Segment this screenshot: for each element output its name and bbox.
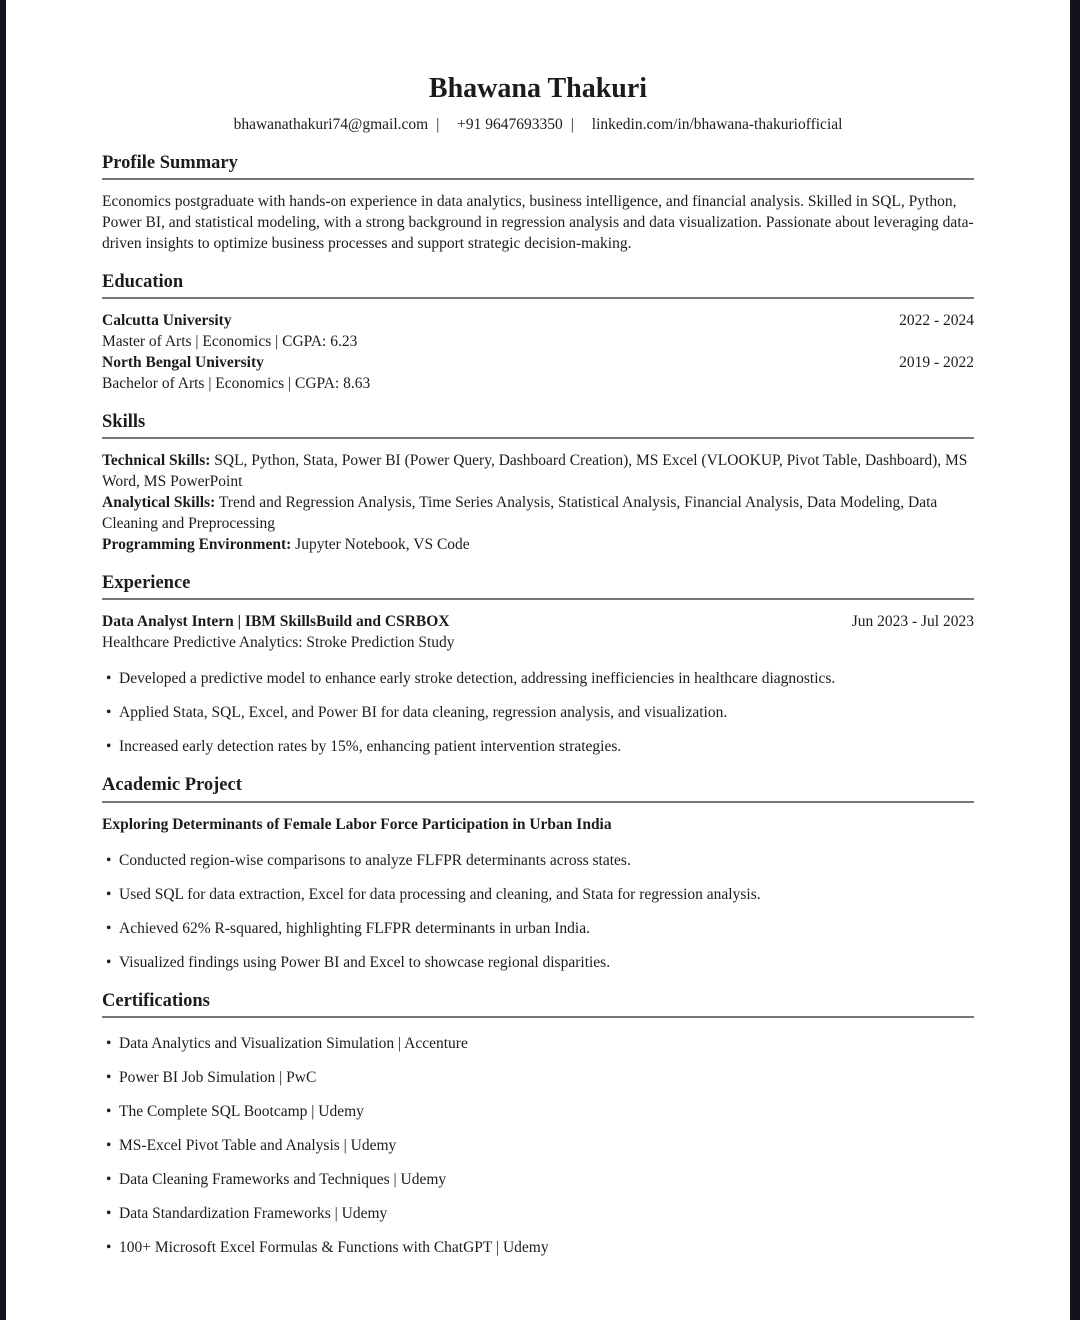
- certification-bullet: • 100+ Microsoft Excel Formulas & Functions with ChatGPT | Udemy: [119, 1237, 974, 1258]
- skill-text: Jupyter Notebook, VS Code: [295, 536, 470, 554]
- experience-subtitle: Healthcare Predictive Analytics: Stroke Prediction Study: [102, 634, 455, 652]
- section-skills: [102, 411, 974, 555]
- experience-bullet-list: [102, 668, 974, 757]
- education-details: Bachelor of Arts | Economics | CGPA: 8.63: [102, 374, 371, 392]
- experience-bullet: • Developed a predictive model to enhance early stroke detection, addressing inefficiencies in healthcare diagnostics.: [119, 668, 974, 689]
- skills-heading: Skills: [102, 411, 974, 439]
- experience-bullet: • Applied Stata, SQL, Excel, and Power BI for data cleaning, regression analysis, and visualization.: [119, 702, 974, 723]
- certification-bullet: • Power BI Job Simulation | PwC: [119, 1067, 974, 1088]
- academic-project-bullet: • Conducted region-wise comparisons to analyze FLFPR determinants across states.: [119, 850, 974, 871]
- certification-bullet: • Data Cleaning Frameworks and Techniques | Udemy: [119, 1169, 974, 1190]
- education-institution: North Bengal University: [102, 353, 264, 371]
- education-heading: Education: [102, 271, 974, 299]
- section-profile-summary: [102, 152, 974, 254]
- contact-separator: |: [436, 115, 440, 133]
- skills-list: [102, 450, 974, 555]
- contact-linkedin: linkedin.com/in/bhawana-thakuriofficial: [591, 115, 843, 133]
- section-certifications: [102, 990, 974, 1258]
- certification-bullet: • MS-Excel Pivot Table and Analysis | Udemy: [119, 1135, 974, 1156]
- education-details: Master of Arts | Economics | CGPA: 6.23: [102, 332, 358, 350]
- certification-bullet: • Data Standardization Frameworks | Udemy: [119, 1203, 974, 1224]
- education-entry: [102, 310, 974, 331]
- academic-project-bullet: • Used SQL for data extraction, Excel for data processing and cleaning, and Stata for regression analysis.: [119, 884, 974, 905]
- contact-line: [102, 114, 974, 135]
- skill-label: Programming Environment:: [102, 536, 292, 554]
- certifications-bullet-list: [102, 1033, 974, 1258]
- academic-project-bullet: • Achieved 62% R-squared, highlighting FLFPR determinants in urban India.: [119, 918, 974, 939]
- skill-label: Analytical Skills:: [102, 494, 216, 512]
- experience-title: Data Analyst Intern | IBM SkillsBuild and CSRBOX: [102, 613, 450, 631]
- certification-bullet: • The Complete SQL Bootcamp | Udemy: [119, 1101, 974, 1122]
- skill-line: [102, 450, 974, 492]
- academic-project-title: Exploring Determinants of Female Labor Force Participation in Urban India: [102, 815, 612, 833]
- resume-page: [6, 0, 1070, 1320]
- education-institution: Calcutta University: [102, 311, 232, 329]
- skill-line: [102, 492, 974, 534]
- profile-summary-heading: Profile Summary: [102, 152, 974, 180]
- section-education: [102, 271, 974, 394]
- skill-text: Trend and Regression Analysis, Time Series Analysis, Statistical Analysis, Financial Analysis, Data Modeling, Data Cleaning and Preprocessing: [102, 494, 938, 533]
- skill-text: SQL, Python, Stata, Power BI (Power Query, Dashboard Creation), MS Excel (VLOOKUP, Pivot Table, Dashboard), MS Word, MS PowerPoint: [102, 452, 968, 491]
- resume-name: Bhawana Thakuri: [428, 73, 648, 104]
- contact-separator: |: [570, 115, 574, 133]
- section-academic-project: [102, 774, 974, 972]
- contact-phone: +91 9647693350: [457, 115, 563, 133]
- education-dates: 2019 - 2022: [899, 353, 974, 371]
- academic-project-bullet: • Visualized findings using Power BI and Excel to showcase regional disparities.: [119, 952, 974, 973]
- profile-summary-text: Economics postgraduate with hands-on experience in data analytics, business intelligence, and financial analysis. Skilled in SQL, Python, Power BI, and statistical modeling, with a strong background in regression analysis and data visualization. Passionate about leveraging data-driven insights to optimize business processes and support strategic decision-making.: [102, 192, 974, 252]
- experience-bullet: • Increased early detection rates by 15%, enhancing patient intervention strategies.: [119, 736, 974, 757]
- certification-bullet: • Data Analytics and Visualization Simulation | Accenture: [119, 1033, 974, 1054]
- skill-label: Technical Skills:: [102, 452, 211, 470]
- section-experience: [102, 572, 974, 757]
- skill-line: [102, 534, 974, 555]
- certifications-heading: Certifications: [102, 990, 974, 1018]
- experience-entry-header: [102, 611, 974, 632]
- academic-project-heading: Academic Project: [102, 774, 974, 802]
- education-entry: [102, 352, 974, 373]
- experience-dates: Jun 2023 - Jul 2023: [851, 613, 974, 631]
- education-dates: 2022 - 2024: [899, 311, 974, 329]
- contact-email: bhawanathakuri74@gmail.com: [233, 115, 429, 133]
- experience-heading: Experience: [102, 572, 974, 600]
- academic-project-bullet-list: [102, 850, 974, 973]
- education-list: [102, 310, 974, 394]
